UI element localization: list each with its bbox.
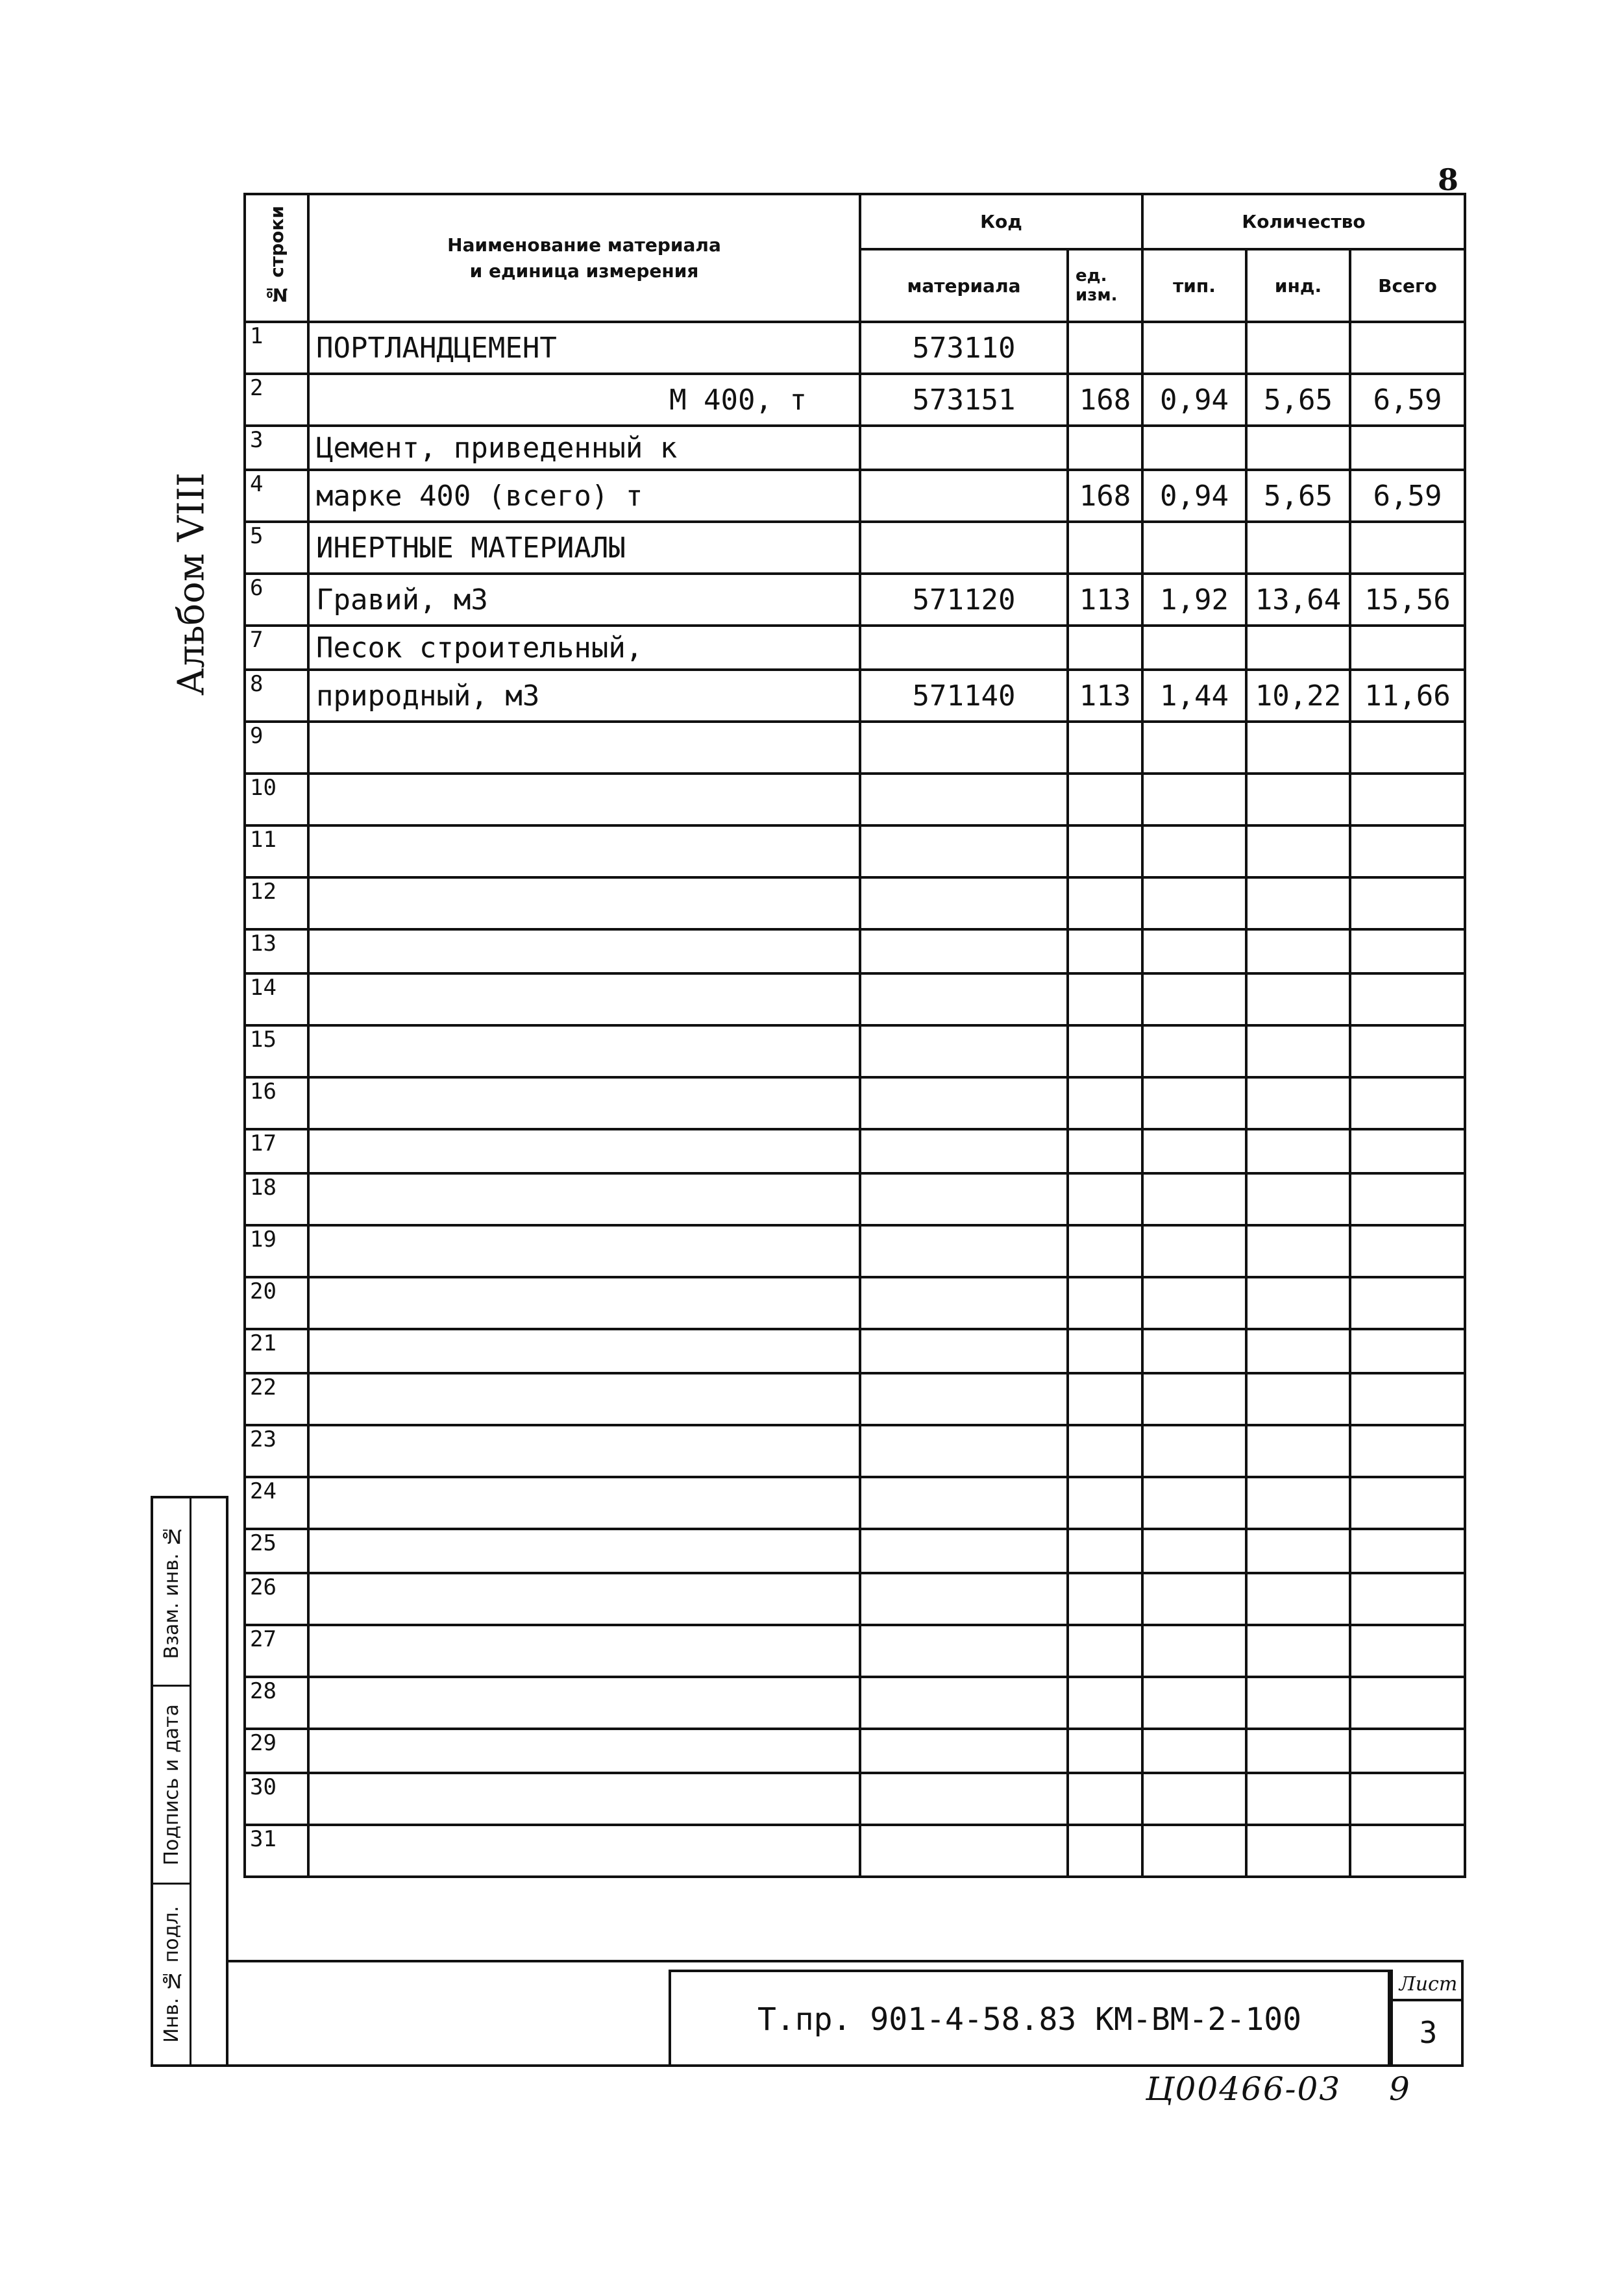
material-name xyxy=(308,1129,860,1173)
material-name: Цемент, приведенный к xyxy=(308,426,860,470)
table-row xyxy=(245,1425,1465,1477)
unit-code: 168 xyxy=(1068,374,1142,426)
qty-total xyxy=(1350,1773,1465,1825)
material-code xyxy=(860,1173,1068,1225)
table-row xyxy=(245,774,1465,825)
table-row xyxy=(245,574,1465,626)
material-code xyxy=(860,1425,1068,1477)
qty-ind xyxy=(1246,1025,1350,1077)
material-code xyxy=(860,1625,1068,1677)
qty-total xyxy=(1350,1477,1465,1529)
qty-total xyxy=(1350,522,1465,574)
material-name xyxy=(308,774,860,825)
qty-ind xyxy=(1246,774,1350,825)
qty-ind xyxy=(1246,1373,1350,1425)
table-body xyxy=(245,322,1465,1877)
unit-code xyxy=(1068,1025,1142,1077)
qty-total xyxy=(1350,1277,1465,1329)
qty-typ xyxy=(1142,1425,1246,1477)
qty-ind xyxy=(1246,1773,1350,1825)
qty-total xyxy=(1350,1225,1465,1277)
qty-total xyxy=(1350,1529,1465,1573)
qty-ind xyxy=(1246,1625,1350,1677)
qty-typ: 0,94 xyxy=(1142,374,1246,426)
side-cell-sign xyxy=(153,1687,190,1885)
qty-ind: 5,65 xyxy=(1246,470,1350,522)
row-number: 30 xyxy=(245,1773,308,1825)
archive-code: Ц00466-03 xyxy=(1146,2070,1342,2108)
material-code xyxy=(860,426,1068,470)
row-number: 17 xyxy=(245,1129,308,1173)
unit-code xyxy=(1068,1677,1142,1729)
qty-typ xyxy=(1142,1277,1246,1329)
material-name: марке 400 (всего) т xyxy=(308,470,860,522)
material-code xyxy=(860,1077,1068,1129)
qty-typ xyxy=(1142,929,1246,973)
table-row xyxy=(245,825,1465,877)
qty-total xyxy=(1350,1729,1465,1773)
material-name xyxy=(308,1277,860,1329)
material-name xyxy=(308,1573,860,1625)
unit-code xyxy=(1068,322,1142,374)
row-number: 26 xyxy=(245,1573,308,1625)
table-row xyxy=(245,1773,1465,1825)
unit-code xyxy=(1068,929,1142,973)
unit-code: 113 xyxy=(1068,574,1142,626)
qty-typ xyxy=(1142,626,1246,670)
material-name: ИНЕРТНЫЕ МАТЕРИАЛЫ xyxy=(308,522,860,574)
material-name: М 400, т xyxy=(308,374,860,426)
material-code xyxy=(860,825,1068,877)
qty-typ xyxy=(1142,825,1246,877)
qty-typ: 0,94 xyxy=(1142,470,1246,522)
qty-ind xyxy=(1246,1529,1350,1573)
unit-code xyxy=(1068,426,1142,470)
unit-code xyxy=(1068,1825,1142,1877)
qty-typ xyxy=(1142,322,1246,374)
unit-code xyxy=(1068,1329,1142,1373)
sheet-mark: 8 xyxy=(1438,162,1459,197)
table-row xyxy=(245,1677,1465,1729)
qty-typ xyxy=(1142,1529,1246,1573)
table-row xyxy=(245,1529,1465,1573)
material-name: Гравий, м3 xyxy=(308,574,860,626)
qty-total xyxy=(1350,1077,1465,1129)
inv-orig-label: Инв. № подл. xyxy=(160,1906,183,2043)
row-number-header: № строки xyxy=(245,194,308,322)
material-name xyxy=(308,1225,860,1277)
material-name xyxy=(308,1825,860,1877)
table-row xyxy=(245,1129,1465,1173)
material-code xyxy=(860,1225,1068,1277)
qty-typ-header: тип. xyxy=(1142,249,1246,322)
qty-typ xyxy=(1142,1773,1246,1825)
qty-typ xyxy=(1142,973,1246,1025)
table-row xyxy=(245,929,1465,973)
row-number: 19 xyxy=(245,1225,308,1277)
qty-total xyxy=(1350,322,1465,374)
qty-typ xyxy=(1142,1173,1246,1225)
row-number: 23 xyxy=(245,1425,308,1477)
material-name xyxy=(308,1173,860,1225)
unit-code xyxy=(1068,1425,1142,1477)
qty-total xyxy=(1350,973,1465,1025)
material-name xyxy=(308,877,860,929)
table-row xyxy=(245,1277,1465,1329)
material-name xyxy=(308,1077,860,1129)
row-number: 13 xyxy=(245,929,308,973)
qty-total: 11,66 xyxy=(1350,670,1465,722)
row-number: 16 xyxy=(245,1077,308,1129)
qty-ind xyxy=(1246,426,1350,470)
row-number: 27 xyxy=(245,1625,308,1677)
material-code xyxy=(860,626,1068,670)
album-label: Альбом VIII xyxy=(170,472,213,696)
sign-date-label: Подпись и дата xyxy=(160,1704,183,1866)
unit-code xyxy=(1068,1173,1142,1225)
row-number: 22 xyxy=(245,1373,308,1425)
qty-total xyxy=(1350,929,1465,973)
material-name xyxy=(308,1425,860,1477)
table-row xyxy=(245,1077,1465,1129)
qty-typ: 1,44 xyxy=(1142,670,1246,722)
material-name xyxy=(308,973,860,1025)
qty-typ: 1,92 xyxy=(1142,574,1246,626)
qty-ind xyxy=(1246,825,1350,877)
unit-code xyxy=(1068,1129,1142,1173)
material-name xyxy=(308,1025,860,1077)
sheet-box xyxy=(1390,1970,1464,2067)
material-name xyxy=(308,1529,860,1573)
unit-code xyxy=(1068,1573,1142,1625)
material-name xyxy=(308,1773,860,1825)
qty-total xyxy=(1350,1677,1465,1729)
title-designation: Т.пр. 901-4-58.83 КМ-ВМ-2-100 xyxy=(669,1970,1390,2067)
unit-code xyxy=(1068,877,1142,929)
qty-ind xyxy=(1246,973,1350,1025)
qty-ind xyxy=(1246,1129,1350,1173)
material-code xyxy=(860,929,1068,973)
material-code xyxy=(860,1277,1068,1329)
qty-typ xyxy=(1142,1825,1246,1877)
table-row xyxy=(245,1225,1465,1277)
qty-typ xyxy=(1142,1077,1246,1129)
unit-code xyxy=(1068,1773,1142,1825)
qty-ind xyxy=(1246,322,1350,374)
row-number: 18 xyxy=(245,1173,308,1225)
unit-code xyxy=(1068,1225,1142,1277)
unit-code: 113 xyxy=(1068,670,1142,722)
unit-code xyxy=(1068,973,1142,1025)
table-row xyxy=(245,1477,1465,1529)
code-material-header: материала xyxy=(860,249,1068,322)
qty-ind xyxy=(1246,722,1350,774)
table-row xyxy=(245,1573,1465,1625)
table-row xyxy=(245,426,1465,470)
unit-code xyxy=(1068,1729,1142,1773)
row-number: 10 xyxy=(245,774,308,825)
qty-total xyxy=(1350,1329,1465,1373)
sheet-number: 3 xyxy=(1419,2015,1438,2050)
qty-total xyxy=(1350,722,1465,774)
qty-ind xyxy=(1246,1277,1350,1329)
row-number: 20 xyxy=(245,1277,308,1329)
qty-ind-header: инд. xyxy=(1246,249,1350,322)
unit-code xyxy=(1068,825,1142,877)
row-number: 12 xyxy=(245,877,308,929)
material-code: 573151 xyxy=(860,374,1068,426)
table-row xyxy=(245,1729,1465,1773)
qty-total xyxy=(1350,1025,1465,1077)
material-code xyxy=(860,1677,1068,1729)
code-group-header: Код xyxy=(860,194,1142,249)
row-number: 9 xyxy=(245,722,308,774)
material-code xyxy=(860,1729,1068,1773)
unit-code xyxy=(1068,774,1142,825)
material-code xyxy=(860,973,1068,1025)
material-name: ПОРТЛАНДЦЕМЕНТ xyxy=(308,322,860,374)
qty-typ xyxy=(1142,1025,1246,1077)
qty-ind: 5,65 xyxy=(1246,374,1350,426)
table-row xyxy=(245,877,1465,929)
side-cell-inv xyxy=(153,1885,190,2064)
qty-total: 15,56 xyxy=(1350,574,1465,626)
material-name xyxy=(308,1329,860,1373)
qty-ind xyxy=(1246,1225,1350,1277)
qty-ind xyxy=(1246,522,1350,574)
material-code xyxy=(860,1329,1068,1373)
qty-total xyxy=(1350,626,1465,670)
material-code xyxy=(860,1373,1068,1425)
table-row xyxy=(245,722,1465,774)
row-number: 29 xyxy=(245,1729,308,1773)
qty-total xyxy=(1350,426,1465,470)
table-row xyxy=(245,1173,1465,1225)
materials-table xyxy=(243,193,1466,1878)
qty-total xyxy=(1350,1129,1465,1173)
row-number: 1 xyxy=(245,322,308,374)
material-code xyxy=(860,470,1068,522)
row-number: 25 xyxy=(245,1529,308,1573)
qty-typ xyxy=(1142,1373,1246,1425)
page-number: 9 xyxy=(1389,2070,1410,2108)
qty-ind xyxy=(1246,929,1350,973)
qty-ind xyxy=(1246,1329,1350,1373)
qty-typ xyxy=(1142,1225,1246,1277)
material-code xyxy=(860,522,1068,574)
material-code xyxy=(860,1529,1068,1573)
qty-typ xyxy=(1142,1477,1246,1529)
code-unit-header: ед. изм. xyxy=(1068,249,1142,322)
qty-typ xyxy=(1142,1129,1246,1173)
qty-ind xyxy=(1246,1477,1350,1529)
side-cell-vzam xyxy=(153,1498,190,1687)
qty-ind xyxy=(1246,1825,1350,1877)
material-code xyxy=(860,1573,1068,1625)
unit-code xyxy=(1068,1529,1142,1573)
unit-code xyxy=(1068,1625,1142,1677)
material-code: 571120 xyxy=(860,574,1068,626)
material-code: 573110 xyxy=(860,322,1068,374)
vzam-inv-label: Взам. инв. № xyxy=(160,1524,183,1659)
qty-typ xyxy=(1142,877,1246,929)
qty-typ xyxy=(1142,722,1246,774)
unit-code xyxy=(1068,1277,1142,1329)
row-number: 15 xyxy=(245,1025,308,1077)
qty-total xyxy=(1350,825,1465,877)
qty-ind xyxy=(1246,1077,1350,1129)
row-number: 7 xyxy=(245,626,308,670)
qty-ind xyxy=(1246,626,1350,670)
unit-code xyxy=(1068,1373,1142,1425)
material-code xyxy=(860,1773,1068,1825)
material-code xyxy=(860,877,1068,929)
row-number: 2 xyxy=(245,374,308,426)
sheet-label: Лист xyxy=(1393,1970,1464,2001)
qty-ind xyxy=(1246,1173,1350,1225)
material-name: Песок строительный, xyxy=(308,626,860,670)
qty-total: 6,59 xyxy=(1350,470,1465,522)
qty-typ xyxy=(1142,1573,1246,1625)
qty-total xyxy=(1350,1825,1465,1877)
material-name xyxy=(308,1373,860,1425)
qty-total xyxy=(1350,1373,1465,1425)
qty-typ xyxy=(1142,522,1246,574)
row-number: 5 xyxy=(245,522,308,574)
qty-typ xyxy=(1142,1329,1246,1373)
qty-total xyxy=(1350,1625,1465,1677)
row-number: 28 xyxy=(245,1677,308,1729)
unit-code xyxy=(1068,522,1142,574)
material-name xyxy=(308,1677,860,1729)
table-row xyxy=(245,1825,1465,1877)
row-number: 21 xyxy=(245,1329,308,1373)
unit-code xyxy=(1068,1477,1142,1529)
row-number: 24 xyxy=(245,1477,308,1529)
material-name xyxy=(308,722,860,774)
material-code xyxy=(860,774,1068,825)
material-name xyxy=(308,825,860,877)
qty-typ xyxy=(1142,1625,1246,1677)
row-number: 8 xyxy=(245,670,308,722)
table-row xyxy=(245,322,1465,374)
unit-code xyxy=(1068,626,1142,670)
table-row xyxy=(245,470,1465,522)
material-name xyxy=(308,1729,860,1773)
qty-total xyxy=(1350,1425,1465,1477)
row-number: 4 xyxy=(245,470,308,522)
qty-typ xyxy=(1142,1729,1246,1773)
qty-total xyxy=(1350,1573,1465,1625)
material-name xyxy=(308,1625,860,1677)
qty-total xyxy=(1350,877,1465,929)
qty-total-header: Всего xyxy=(1350,249,1465,322)
qty-ind xyxy=(1246,1425,1350,1477)
qty-typ xyxy=(1142,426,1246,470)
material-code xyxy=(860,1025,1068,1077)
table-row xyxy=(245,670,1465,722)
qty-total xyxy=(1350,774,1465,825)
row-number: 14 xyxy=(245,973,308,1025)
qty-ind xyxy=(1246,1729,1350,1773)
table-row xyxy=(245,374,1465,426)
material-code xyxy=(860,1129,1068,1173)
row-number: 11 xyxy=(245,825,308,877)
material-name: природный, м3 xyxy=(308,670,860,722)
material-code xyxy=(860,1477,1068,1529)
side-stamp xyxy=(151,1496,228,2067)
material-code: 571140 xyxy=(860,670,1068,722)
qty-total: 6,59 xyxy=(1350,374,1465,426)
material-name xyxy=(308,929,860,973)
table-row xyxy=(245,522,1465,574)
row-number: 3 xyxy=(245,426,308,470)
material-name xyxy=(308,1477,860,1529)
unit-code xyxy=(1068,722,1142,774)
row-number: 31 xyxy=(245,1825,308,1877)
qty-ind xyxy=(1246,1677,1350,1729)
qty-ind: 13,64 xyxy=(1246,574,1350,626)
row-number: 6 xyxy=(245,574,308,626)
side-stamp-divider xyxy=(190,1498,191,2064)
unit-code xyxy=(1068,1077,1142,1129)
table-row xyxy=(245,973,1465,1025)
table-row xyxy=(245,626,1465,670)
table-row xyxy=(245,1025,1465,1077)
material-code xyxy=(860,1825,1068,1877)
table-row xyxy=(245,1625,1465,1677)
table-row xyxy=(245,1373,1465,1425)
qty-group-header: Количество xyxy=(1142,194,1465,249)
qty-ind xyxy=(1246,1573,1350,1625)
name-header: Наименование материала и единица измерения xyxy=(308,194,860,322)
table-row xyxy=(245,1329,1465,1373)
qty-ind xyxy=(1246,877,1350,929)
unit-code: 168 xyxy=(1068,470,1142,522)
qty-typ xyxy=(1142,1677,1246,1729)
qty-ind: 10,22 xyxy=(1246,670,1350,722)
material-code xyxy=(860,722,1068,774)
qty-total xyxy=(1350,1173,1465,1225)
qty-typ xyxy=(1142,774,1246,825)
